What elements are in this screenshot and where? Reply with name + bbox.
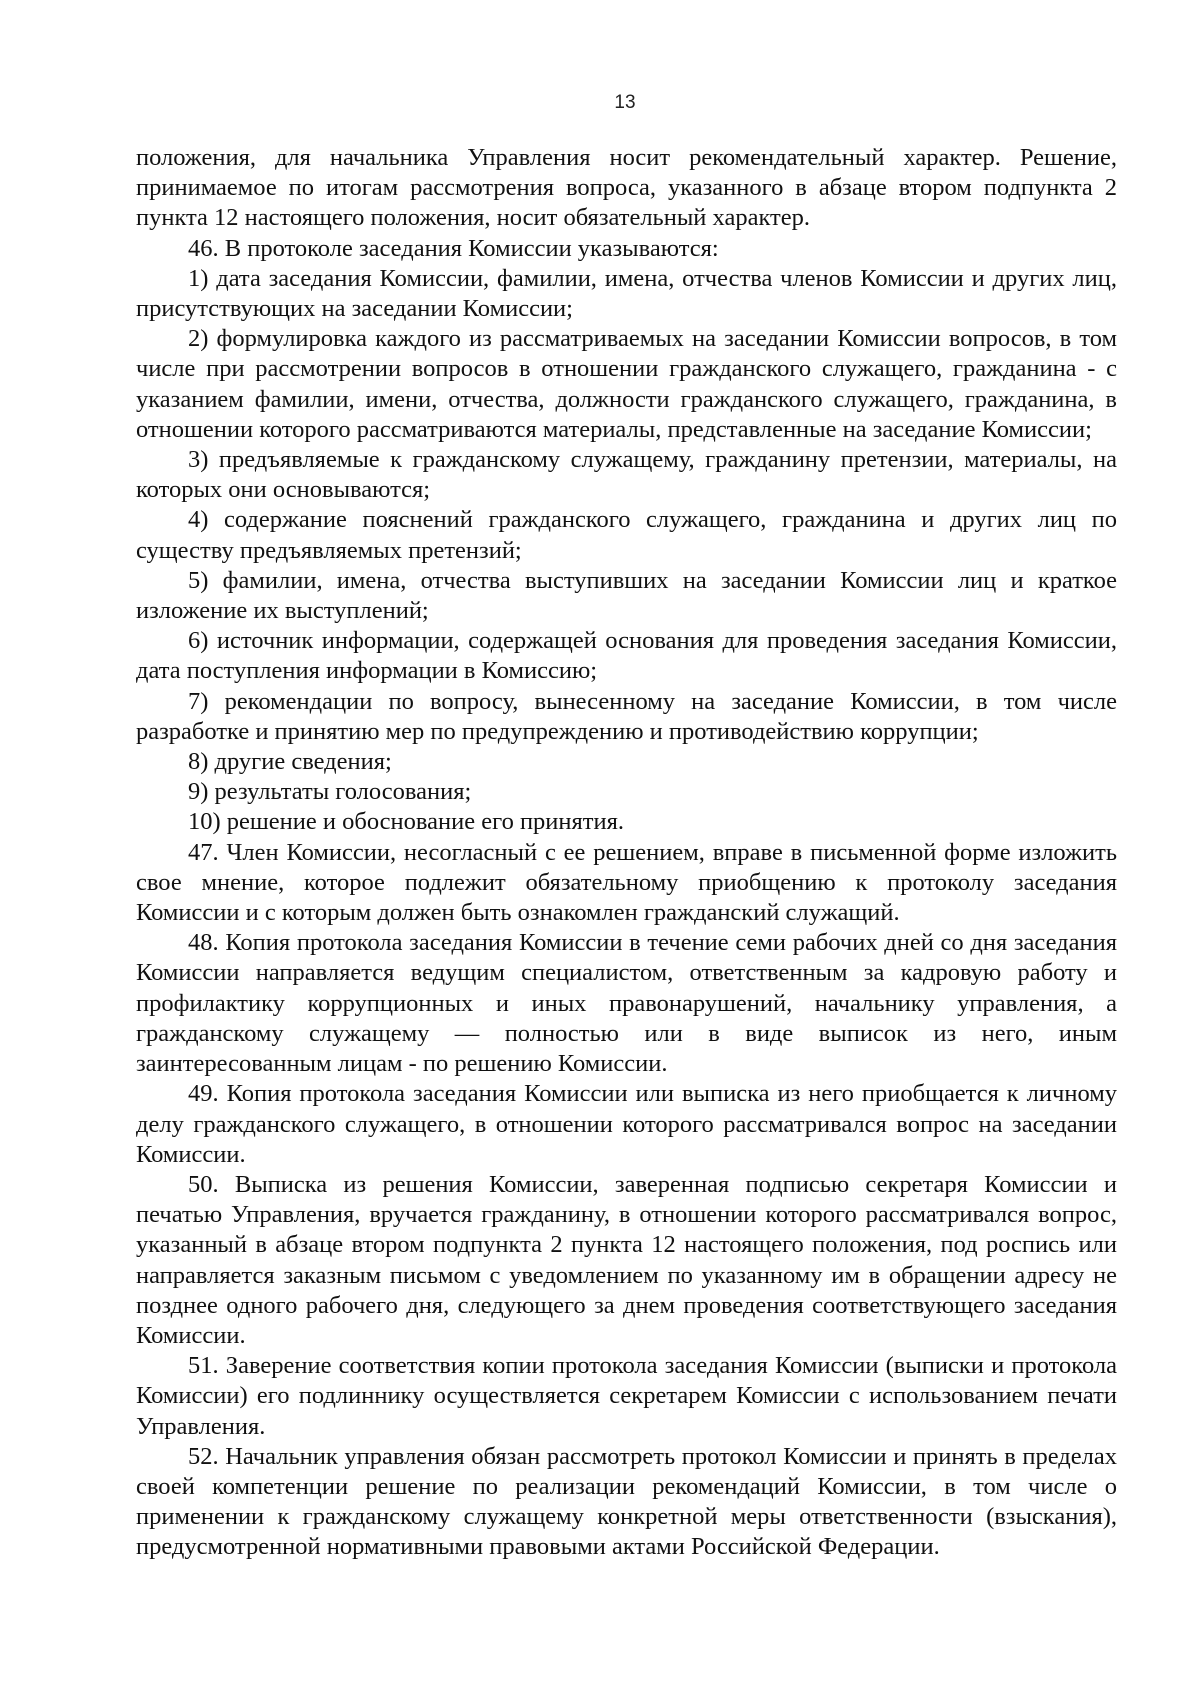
paragraph-48: 48. Копия протокола заседания Комиссии в течение семи рабочих дней со дня заседания Комиссии направляется ведущим специалистом, ответственным за кадровую работу и профилактику коррупционных и иных правонарушений, начальнику управления, а гражданскому служащему — полностью или в виде выписок из него, иным заинтересованным лицам - по решению Комиссии. — [136, 929, 1117, 1078]
document-body — [136, 143, 1117, 1563]
list-item-1: 1) дата заседания Комиссии, фамилии, имена, отчества членов Комиссии и других лиц, присутствующих на заседании Комиссии; — [136, 264, 1117, 323]
paragraph-50: 50. Выписка из решения Комиссии, заверенная подписью секретаря Комиссии и печатью Управления, вручается гражданину, в отношении которого рассматривался вопрос, указанный в абзаце втором подпункта 2 пункта 12 настоящего положения, под роспись или направляется заказным письмом с уведомлением по указанному им в обращении адресу не позднее одного рабочего дня, следующего за днем проведения соответствующего заседания Комиссии. — [136, 1170, 1117, 1349]
paragraph-52: 52. Начальник управления обязан рассмотреть протокол Комиссии и принять в пределах своей компетенции решение по реализации рекомендаций Комиссии, в том числе о применении к гражданскому служащему конкретной меры ответственности (взыскания), предусмотренной нормативными правовыми актами Российской Федерации. — [136, 1442, 1117, 1561]
list-item-7: 7) рекомендации по вопросу, вынесенному на заседание Комиссии, в том числе разработке и принятию мер по предупреждению и противодействию коррупции; — [136, 687, 1117, 745]
paragraph-47: 47. Член Комиссии, несогласный с ее решением, вправе в письменной форме изложить свое мнение, которое подлежит обязательному приобщению к протоколу заседания Комиссии и с которым должен быть ознакомлен гражданский служащий. — [136, 838, 1117, 927]
list-item-3: 3) предъявляемые к гражданскому служащему, гражданину претензии, материалы, на которых они основываются; — [136, 446, 1117, 504]
list-item-8: 8) другие сведения; — [188, 748, 392, 776]
list-item-10: 10) решение и обоснование его принятия. — [188, 808, 625, 836]
paragraph-46: 46. В протоколе заседания Комиссии указываются: — [188, 234, 719, 262]
list-item-6: 6) источник информации, содержащей основания для проведения заседания Комиссии, дата поступления информации в Комиссию; — [136, 627, 1117, 685]
paragraph-continuation: положения, для начальника Управления носит рекомендательный характер. Решение, принимаемое по итогам рассмотрения вопроса, указанного в абзаце втором подпункта 2 пункта 12 настоящего положения, носит обязательный характер. — [136, 144, 1117, 232]
page-number: 13 — [614, 92, 636, 113]
list-item-4: 4) содержание пояснений гражданского служащего, гражданина и других лиц по существу предъявляемых претензий; — [136, 506, 1117, 564]
list-item-9: 9) результаты голосования; — [188, 778, 472, 806]
paragraph-51: 51. Заверение соответствия копии протокола заседания Комиссии (выписки и протокола Комиссии) его подлиннику осуществляется секретарем Комиссии с использованием печати Управления. — [136, 1352, 1117, 1440]
list-item-2: 2) формулировка каждого из рассматриваемых на заседании Комиссии вопросов, в том числе при рассмотрении вопросов в отношении гражданского служащего, гражданина - с указанием фамилии, имени, отчества, должности гражданского служащего, гражданина, в отношении которого рассматриваются материалы, представленные на заседание Комиссии; — [136, 325, 1117, 443]
list-item-5: 5) фамилии, имена, отчества выступивших на заседании Комиссии лиц и краткое изложение их выступлений; — [136, 566, 1117, 625]
paragraph-49: 49. Копия протокола заседания Комиссии или выписка из него приобщается к личному делу гражданского служащего, в отношении которого рассматривался вопрос на заседании Комиссии. — [136, 1080, 1117, 1168]
